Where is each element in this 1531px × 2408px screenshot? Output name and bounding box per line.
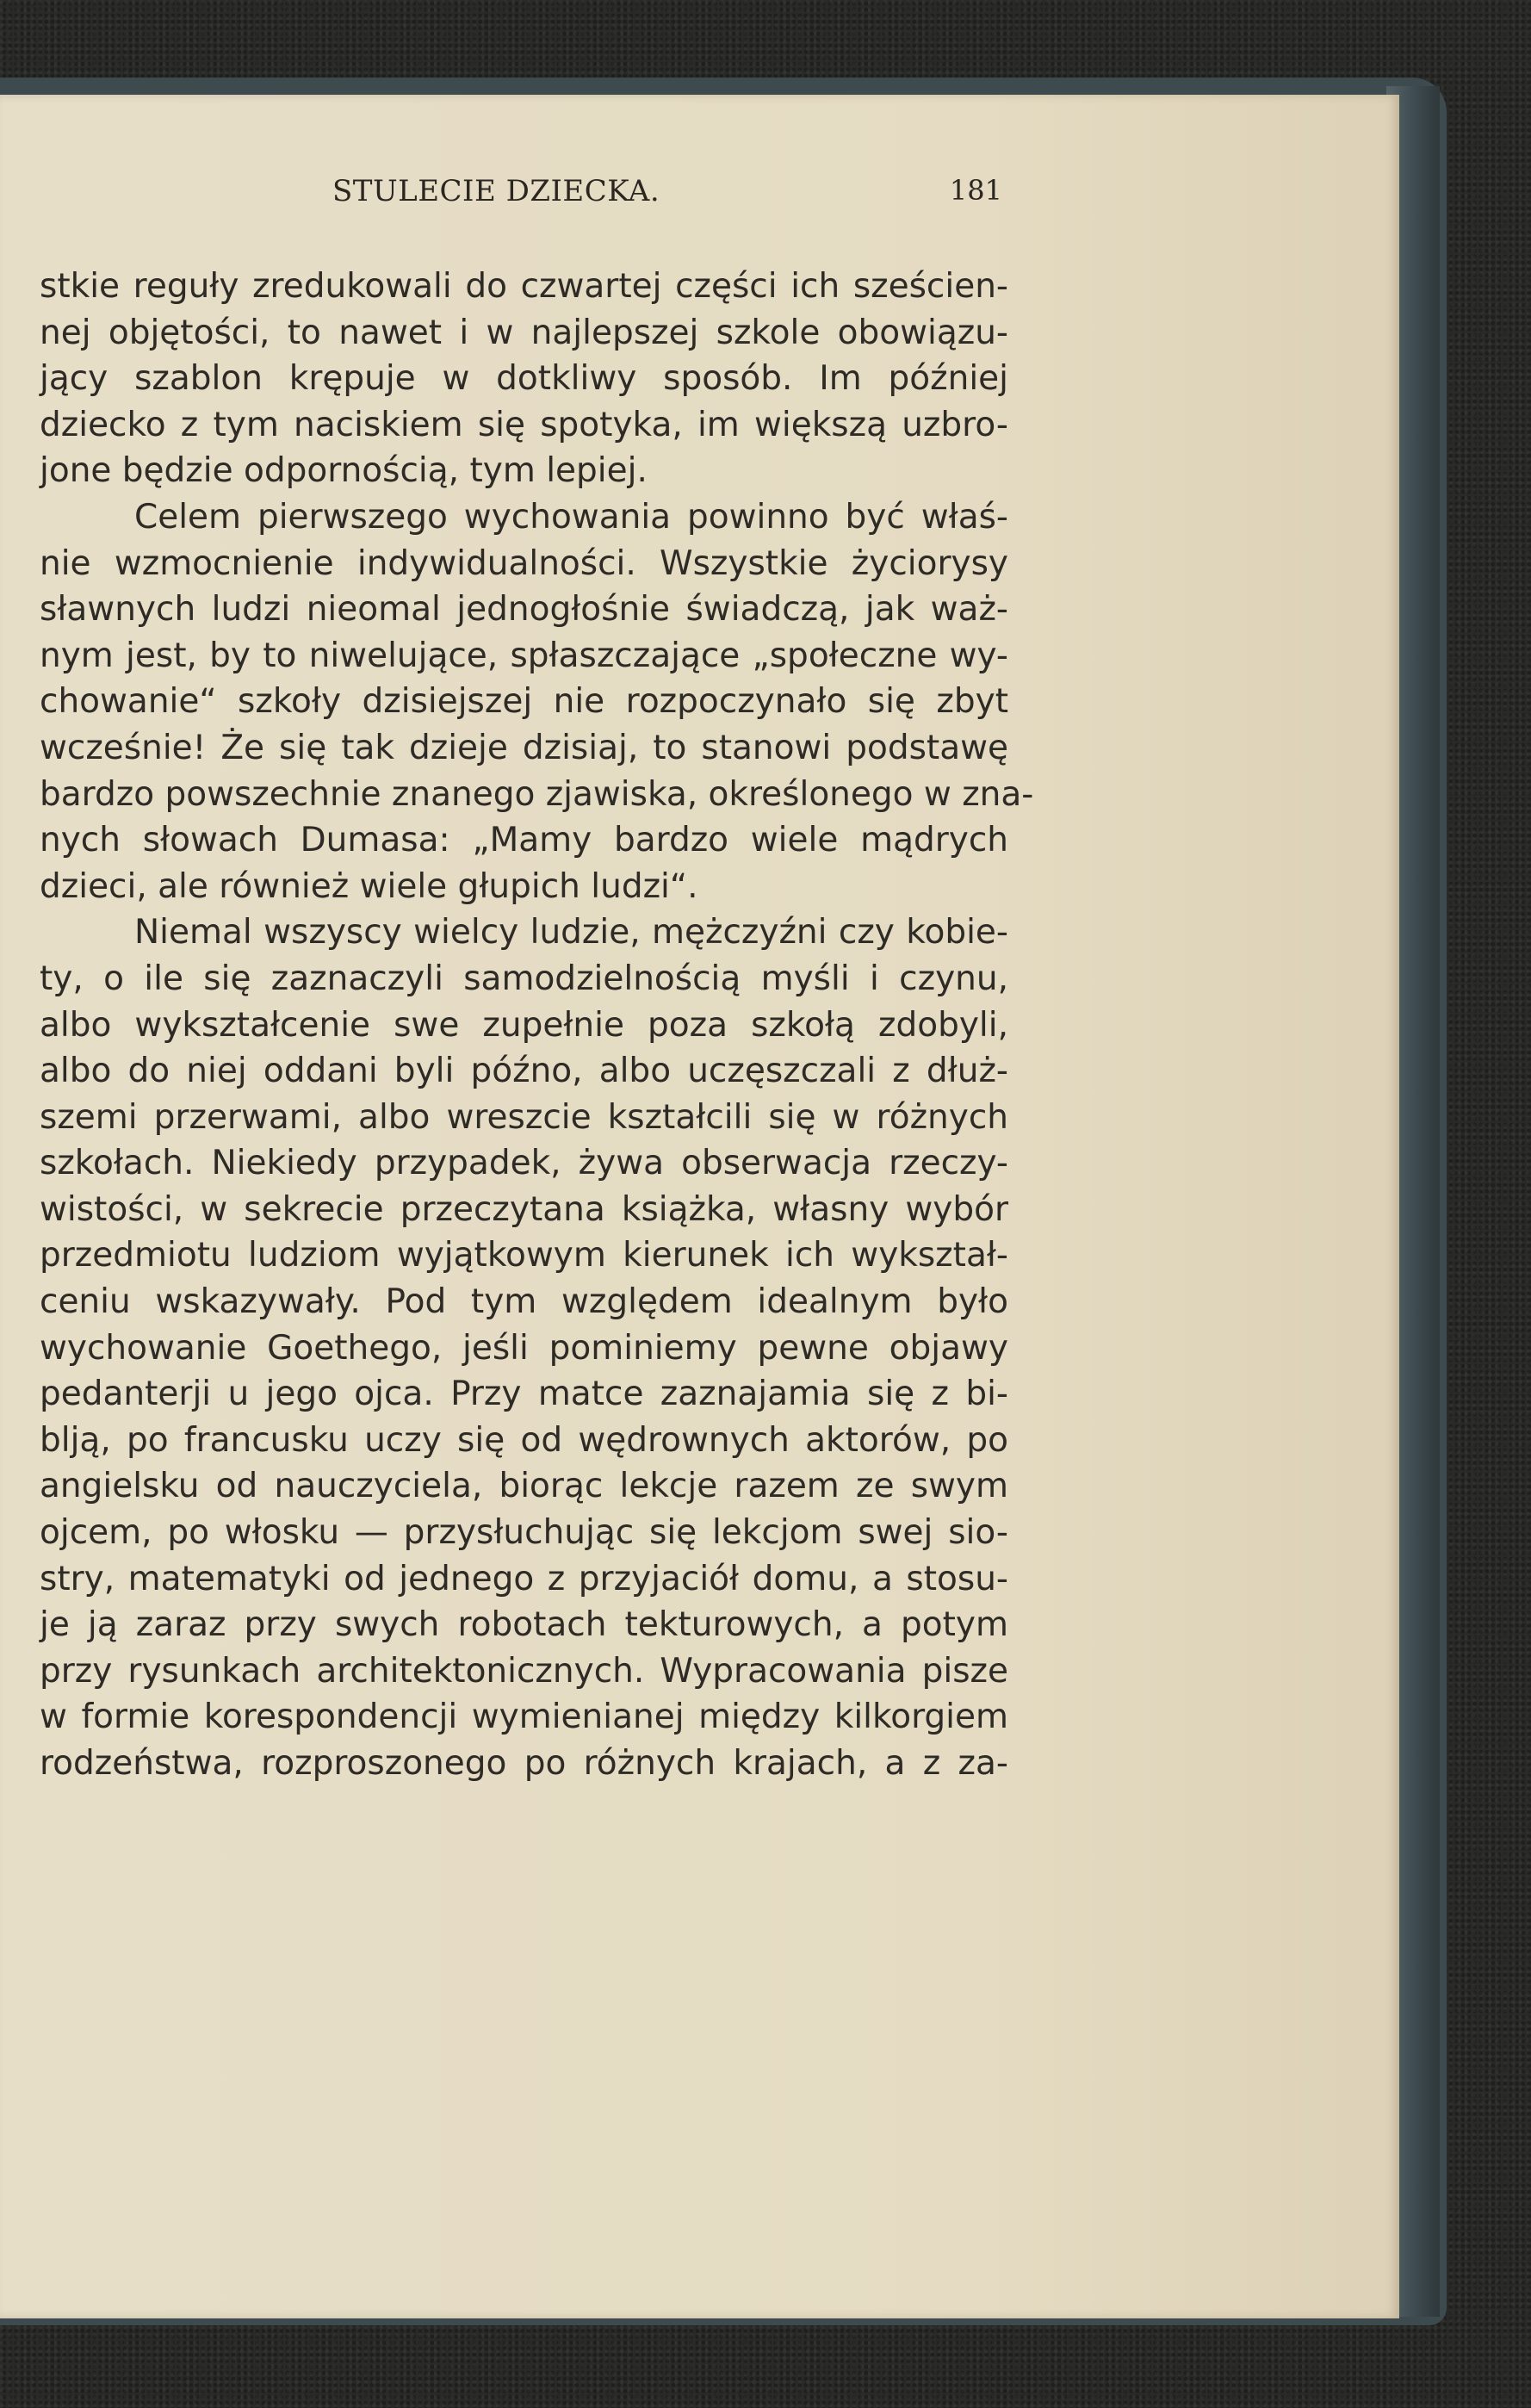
page-number: 181 (949, 174, 1002, 207)
text-line: nej objętości, to nawet i w najlepszej szkole obowiązu- (40, 313, 1008, 352)
running-title: STULECIE DZIECKA. (332, 174, 660, 208)
text-line: przedmiotu ludziom wyjątkowym kierunek ich wykształ- (40, 1236, 1008, 1275)
page-header (332, 174, 1002, 208)
text-line: dziecko z tym naciskiem się spotyka, im większą uzbro- (40, 405, 1008, 444)
text-line: wistości, w sekrecie przeczytana książka, własny wybór (40, 1189, 1008, 1229)
text-line: chowanie“ szkoły dzisiejszej nie rozpoczynało się zbyt (40, 682, 1008, 722)
text-line: w formie korespondencji wymienianej między kilkorgiem (40, 1697, 1008, 1737)
text-line: Niemal wszyscy wielcy ludzie, mężczyźni czy kobie- (134, 913, 1008, 953)
text-line: rodzeństwa, rozproszonego po różnych krajach, a z za- (40, 1744, 1008, 1783)
text-line: stry, matematyki od jednego z przyjaciół domu, a stosu- (40, 1559, 1008, 1598)
text-line: angielsku od nauczyciela, biorąc lekcje razem ze swym (40, 1467, 1008, 1506)
text-line: wcześnie! Że się tak dzieje dzisiaj, to stanowi podstawę (40, 728, 1008, 767)
text-line: je ją zaraz przy swych robotach tekturowych, a potym (40, 1605, 1008, 1645)
text-line: sławnych ludzi nieomal jednogłośnie świadczą, jak waż- (40, 590, 1008, 630)
text-line: albo do niej oddani byli późno, albo uczęszczali z dłuż- (40, 1052, 1008, 1091)
text-line: albo wykształcenie swe zupełnie poza szkołą zdobyli, (40, 1005, 1008, 1045)
text-line: nym jest, by to niwelujące, spłaszczające „społeczne wy- (40, 636, 1008, 675)
text-line: nych słowach Dumasa: „Mamy bardzo wiele mądrych (40, 821, 1008, 860)
text-line: nie wzmocnienie indywidualności. Wszystkie życiorysy (40, 543, 1008, 583)
text-line: przy rysunkach architektonicznych. Wypracowania pisze (40, 1651, 1008, 1691)
text-line: dzieci, ale również wiele głupich ludzi“. (40, 866, 698, 906)
text-line: jący szablon krępuje w dotkliwy sposób. Im później (40, 359, 1008, 399)
text-line: wychowanie Goethego, jeśli pominiemy pewne objawy (40, 1328, 1008, 1368)
text-line: jone będzie odpornością, tym lepiej. (40, 451, 648, 491)
text-line: ty, o ile się zaznaczyli samodzielnością myśli i czynu, (40, 959, 1008, 998)
text-line: Celem pierwszego wychowania powinno być właś- (134, 497, 1008, 537)
text-line: blją, po francusku uczy się od wędrownych aktorów, po (40, 1420, 1008, 1460)
text-line: pedanterji u jego ojca. Przy matce zaznajamia się z bi- (40, 1375, 1008, 1414)
text-line: bardzo powszechnie znanego zjawiska, określonego w zna- (40, 774, 1034, 814)
body-text (40, 264, 1034, 1787)
text-line: ceniu wskazywały. Pod tym względem idealnym było (40, 1282, 1008, 1322)
text-line: ojcem, po włosku — przysłuchując się lekcjom swej sio- (40, 1513, 1008, 1553)
text-line: stkie reguły zredukowali do czwartej części ich sześcien- (40, 267, 1008, 306)
text-line: szemi przerwami, albo wreszcie kształcili się w różnych (40, 1097, 1008, 1137)
text-line: szkołach. Niekiedy przypadek, żywa obserwacja rzeczy- (40, 1144, 1008, 1183)
